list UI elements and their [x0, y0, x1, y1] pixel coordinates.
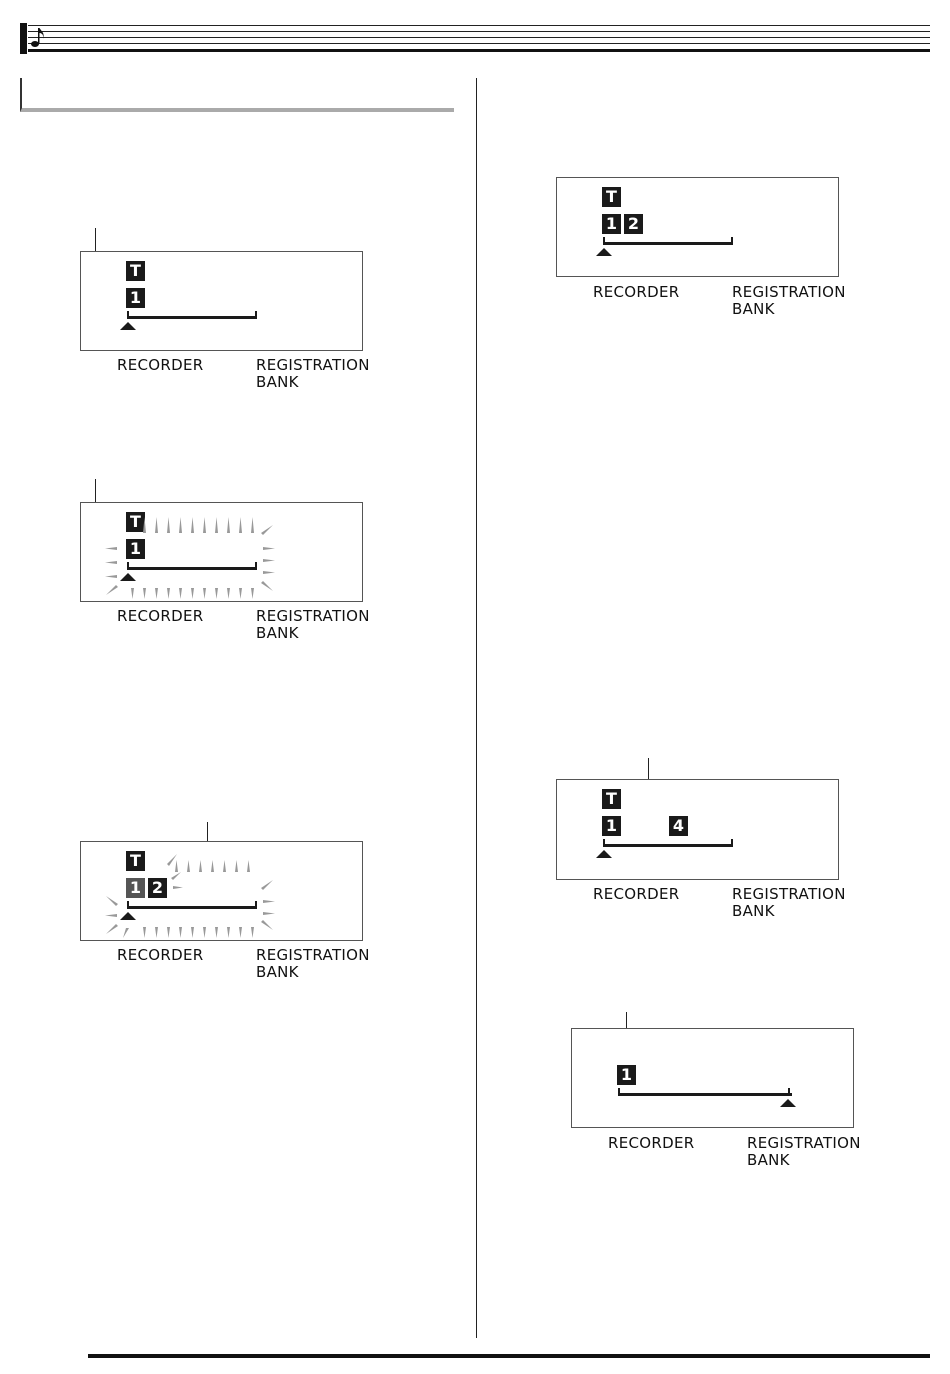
recording-track-bar: [618, 1093, 792, 1096]
track-indicator: T: [126, 851, 145, 871]
bank-label: BANK: [747, 1151, 790, 1169]
position-pointer: [596, 850, 612, 858]
staff-line: [28, 43, 930, 44]
registration-label: REGISTRATION: [256, 946, 370, 964]
registration-label: REGISTRATION: [732, 885, 846, 903]
staff-line: [28, 31, 930, 32]
lcd-display: [80, 251, 363, 351]
bank-label: BANK: [256, 624, 299, 642]
recorder-label: RECORDER: [608, 1134, 695, 1152]
registration-label: REGISTRATION: [747, 1134, 861, 1152]
section-heading-box: [20, 78, 454, 112]
position-pointer: [120, 322, 136, 330]
staff-line: [28, 37, 930, 38]
lcd-display: [80, 502, 363, 602]
recorder-label: RECORDER: [117, 946, 204, 964]
track-indicator: 1: [126, 878, 145, 898]
staff-line: [28, 25, 930, 26]
track-end-tick: [255, 311, 257, 317]
lcd-display: [556, 177, 839, 277]
track-end-tick: [731, 839, 733, 845]
lcd-display: [80, 841, 363, 941]
track-indicator: 4: [669, 816, 688, 836]
recorder-label: RECORDER: [117, 356, 204, 374]
track-indicator: T: [602, 187, 621, 207]
recording-track-bar: [603, 242, 733, 245]
track-end-tick: [788, 1088, 790, 1096]
track-indicator: 1: [126, 288, 145, 308]
track-indicator: 1: [617, 1065, 636, 1085]
track-indicator: T: [602, 789, 621, 809]
lcd-display: [556, 779, 839, 880]
track-end-tick: [731, 237, 733, 243]
registration-label: REGISTRATION: [256, 356, 370, 374]
track-indicator: 1: [602, 214, 621, 234]
staff-base-line: [28, 49, 930, 52]
header-bar: [20, 23, 27, 54]
registration-label: REGISTRATION: [732, 283, 846, 301]
recorder-label: RECORDER: [593, 885, 680, 903]
column-divider: [476, 78, 477, 1338]
track-indicator: 1: [126, 539, 145, 559]
track-indicator: T: [126, 261, 145, 281]
flashing-indicator-icon: [81, 842, 364, 942]
recorder-label: RECORDER: [593, 283, 680, 301]
position-pointer: [596, 248, 612, 256]
track-indicator: T: [126, 512, 145, 532]
track-indicator: 2: [624, 214, 643, 234]
track-indicator: 1: [602, 816, 621, 836]
bank-label: BANK: [732, 902, 775, 920]
footer-rule: [88, 1354, 930, 1358]
track-indicator: 2: [148, 878, 167, 898]
bank-label: BANK: [256, 373, 299, 391]
bank-label: BANK: [256, 963, 299, 981]
music-note-icon: [30, 25, 46, 49]
lcd-display: [571, 1028, 854, 1128]
recording-track-bar: [127, 316, 257, 319]
bank-label: BANK: [732, 300, 775, 318]
recording-track-bar: [603, 844, 733, 847]
position-pointer: [780, 1099, 796, 1107]
flashing-indicator-icon: [81, 503, 364, 603]
recorder-label: RECORDER: [117, 607, 204, 625]
registration-label: REGISTRATION: [256, 607, 370, 625]
